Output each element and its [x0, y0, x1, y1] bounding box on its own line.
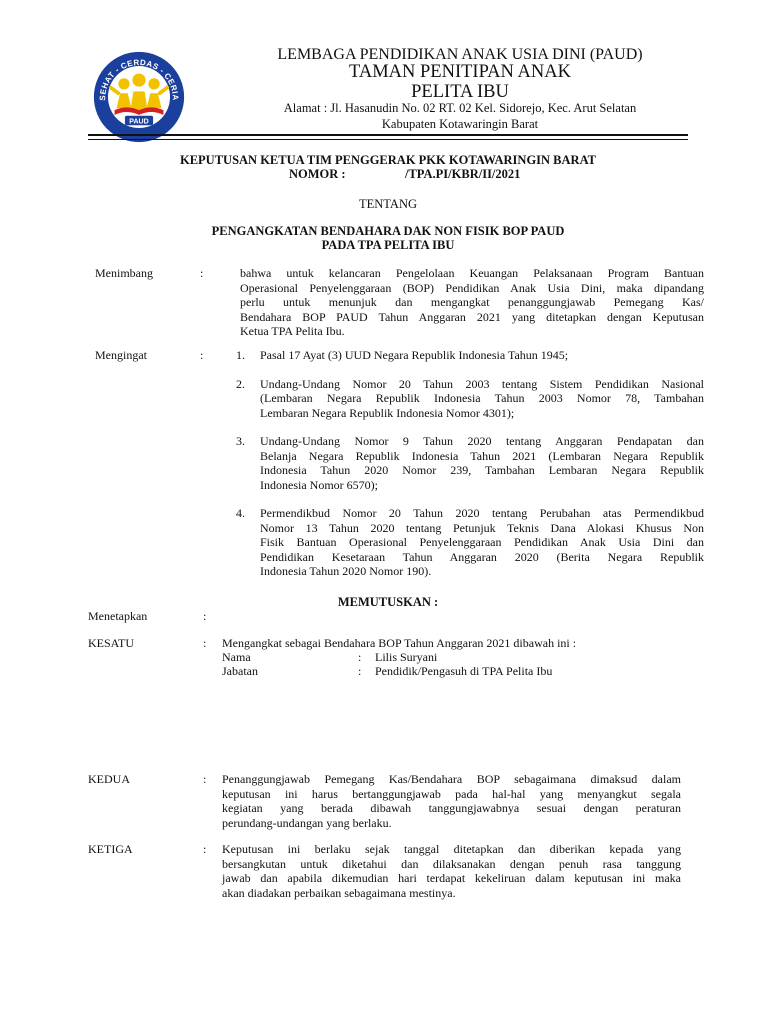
menimbang-line: Operasional Penyelenggaraan (BOP) Pendidikan Anak Usia Dini, maka dipandang	[240, 280, 704, 295]
nama-colon: :	[358, 650, 362, 664]
mengingat-list	[236, 348, 704, 579]
nomor-value: /TPA.PI/KBR/II/2021	[405, 167, 521, 181]
logo-ring-text: SEHAT - CERDAS - CERIA	[98, 57, 180, 101]
mengingat-item-number: 1.	[236, 348, 245, 362]
kedua-label: KEDUA	[88, 772, 130, 786]
jabatan-label: Jabatan	[222, 664, 258, 678]
mengingat-item-line: Indonesia Nomor 6570);	[260, 477, 378, 492]
header-rule-thick	[88, 134, 688, 136]
menetapkan-label: Menetapkan	[88, 609, 148, 623]
kedua-colon: :	[203, 772, 207, 786]
school-subname: PELITA IBU	[411, 82, 509, 102]
mengingat-label: Mengingat	[95, 348, 147, 362]
nama-label: Nama	[222, 650, 251, 664]
mengingat-item-line: Belanja Negara Republik Indonesia Tahun 2021 (Lembaran Negara Republik	[260, 448, 704, 463]
mengingat-item-line: Indonesia Tahun 2020 Nomor 239, Tambahan Lembaran Negara Republik	[260, 463, 704, 477]
menimbang-line: perlu untuk menunjuk dan mengangkat penanggungjawab Pemegang Kas/	[240, 295, 704, 309]
address-line-1: Alamat : Jl. Hasanudin No. 02 RT. 02 Kel. Sidorejo, Kec. Arut Selatan	[283, 101, 637, 115]
menimbang-line: Bendahara BOP PAUD Tahun Anggaran 2021 yang ditetapkan dengan Keputusan	[240, 309, 704, 324]
mengingat-item-line: Lembaran Negara Republik Indonesia Nomor 4301);	[260, 405, 515, 420]
nomor-label: NOMOR :	[289, 167, 346, 181]
decree-title: KEPUTUSAN KETUA TIM PENGGERAK PKK KOTAWARINGIN BARAT	[179, 153, 597, 167]
mengingat-colon: :	[200, 348, 204, 362]
address-line-2: Kabupaten Kotawaringin Barat	[381, 117, 539, 131]
mengingat-item-line: Pasal 17 Ayat (3) UUD Negara Republik Indonesia Tahun 1945;	[260, 348, 569, 362]
school-name: TAMAN PENITIPAN ANAK	[349, 62, 571, 82]
mengingat-item-line: Pendidikan Kesetaraan Tahun Anggaran 2020 (Berita Negara Republik	[260, 549, 704, 564]
jabatan-value: Pendidik/Pengasuh di TPA Pelita Ibu	[375, 664, 553, 678]
memutuskan-heading: MEMUTUSKAN :	[337, 595, 439, 609]
kedua-line: kegiatan yang berada dibawah tanggungjawabnya sesuai dengan peraturan	[222, 801, 681, 815]
mengingat-item-number: 4.	[236, 506, 245, 520]
nama-value: Lilis Suryani	[375, 650, 438, 664]
mengingat-item-line: Undang-Undang Nomor 9 Tahun 2020 tentang Anggaran Pendapatan dan	[260, 434, 704, 448]
mengingat-item-line: Indonesia Tahun 2020 Nomor 190).	[260, 564, 432, 578]
ketiga-line: akan diadakan perbaikan sebagaimana mestinya.	[222, 885, 456, 900]
mengingat-item	[236, 434, 704, 492]
kedua-line: perundang-undangan yang berlaku.	[222, 815, 392, 830]
tentang-label: TENTANG	[358, 197, 417, 211]
mengingat-item-number: 2.	[236, 376, 245, 391]
kedua-text	[222, 772, 681, 830]
institution-name: LEMBAGA PENDIDIKAN ANAK USIA DINI (PAUD)	[277, 46, 643, 63]
paud-logo	[92, 50, 186, 144]
mengingat-item	[236, 377, 704, 421]
mengingat-item-line: Undang-Undang Nomor 20 Tahun 2003 tentang Sistem Pendidikan Nasional	[260, 376, 704, 391]
mengingat-item-line: Permendikbud Nomor 20 Tahun 2020 tentang Perubahan atas Permendikbud	[260, 506, 704, 520]
mengingat-item-line: Fisik Bantuan Operasional Penyelenggaraan Pendidikan Anak Usia Dini dan	[260, 535, 704, 549]
mengingat-item-number: 3.	[236, 434, 245, 448]
ketiga-text	[222, 842, 681, 900]
kesatu-colon: :	[203, 636, 207, 650]
jabatan-colon: :	[358, 664, 362, 678]
menimbang-line: bahwa untuk kelancaran Pengelolaan Keuangan Pelaksanaan Program Bantuan	[240, 266, 704, 280]
kesatu-label: KESATU	[88, 636, 135, 650]
decree-subject-2: PADA TPA PELITA IBU	[321, 238, 455, 252]
kedua-line: Penanggungjawab Pemegang Kas/Bendahara BOP sebagaimana dimaksud dalam	[222, 772, 681, 786]
menimbang-colon: :	[200, 266, 204, 280]
kedua-line: keputusan ini harus bertanggungjawab pada hal-hal yang menyangkut segala	[222, 786, 681, 801]
ketiga-colon: :	[203, 842, 207, 856]
mengingat-item-line: (Lembaran Negara Republik Indonesia Tahun 2003 Nomor 78, Tambahan	[260, 391, 704, 405]
menetapkan-colon: :	[203, 609, 207, 623]
ketiga-label: KETIGA	[88, 842, 133, 856]
menimbang-label: Menimbang	[95, 266, 153, 280]
menimbang-text	[240, 266, 704, 339]
mengingat-item	[236, 506, 704, 579]
header-rule-thin	[88, 139, 688, 140]
ketiga-line: bersangkutan untuk diketahui dan dilaksanakan dengan penuh rasa tanggung	[222, 856, 681, 871]
ketiga-line: Keputusan ini berlaku sejak tanggal ditetapkan dan diberikan kepada yang	[222, 842, 681, 856]
logo-badge-text: PAUD	[129, 118, 149, 126]
decree-subject-1: PENGANGKATAN BENDAHARA DAK NON FISIK BOP PAUD	[211, 224, 565, 238]
kesatu-text: Mengangkat sebagai Bendahara BOP Tahun Anggaran 2021 dibawah ini :	[222, 636, 577, 650]
mengingat-item-line: Nomor 13 Tahun 2020 tentang Petunjuk Teknis Dana Alokasi Khusus Non	[260, 520, 704, 535]
menimbang-line: Ketua TPA Pelita Ibu.	[240, 324, 345, 338]
ketiga-line: jawab dan apabila dikemudian hari terdapat kekeliruan dalam keputusan ini maka	[222, 871, 681, 885]
mengingat-item	[236, 348, 704, 363]
